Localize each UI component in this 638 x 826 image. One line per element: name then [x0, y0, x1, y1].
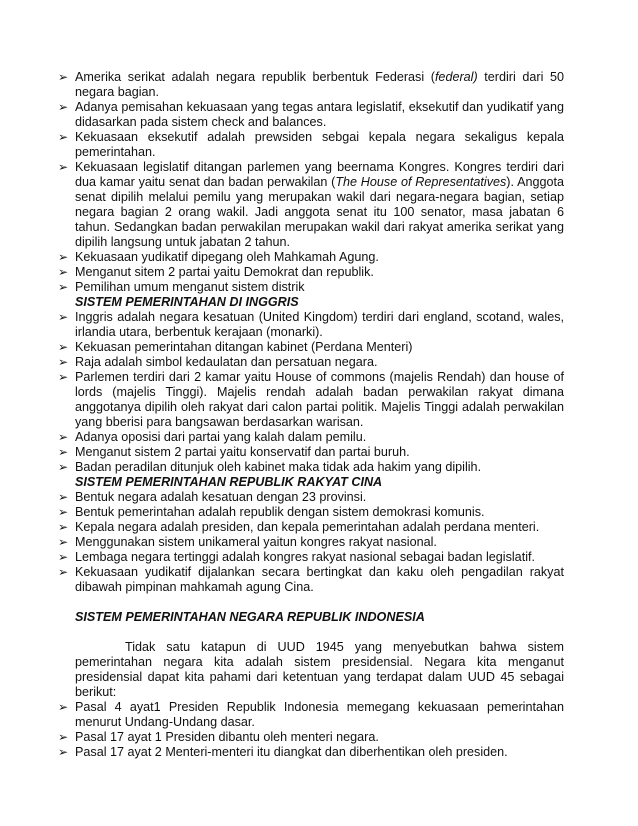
- arrow-bullet-icon: ➢: [58, 340, 69, 354]
- arrow-bullet-icon: ➢: [58, 490, 69, 504]
- arrow-bullet-icon: ➢: [58, 265, 69, 279]
- section-heading-indonesia: SISTEM PEMERINTAHAN NEGARA REPUBLIK INDONESIA: [75, 610, 425, 624]
- bullet-item: ➢ Parlemen terdiri dari 2 kamar yaitu House of commons (majelis Rendah) dan house of lords (majelis Tinggi). Majelis rendah adalah badan perwakilan rakyat dimana anggotanya dipilih oleh rakyat dari calon partai politik. Majelis Tinggi adalah perwakilan yang bberisi para bangsawan berdasarkan warisan.: [58, 370, 564, 429]
- italic-text: federal): [434, 70, 478, 84]
- document-body: [58, 70, 564, 595]
- indonesia-intro-text: Tidak satu katapun di UUD 1945 yang menyebutkan bahwa sistem pemerintahan negara kita adalah sistem presidensial. Negara kita menganut presidensial dapat kita pahami dari ketentuan yang terdapat dalam UUD 45 sebagai berikut:: [75, 640, 564, 699]
- arrow-bullet-icon: ➢: [58, 730, 69, 744]
- bullet-list: [58, 70, 564, 295]
- arrow-bullet-icon: ➢: [58, 700, 69, 714]
- arrow-bullet-icon: ➢: [58, 310, 69, 324]
- bullet-item: ➢ Bentuk negara adalah kesatuan dengan 23 provinsi.: [58, 490, 367, 504]
- arrow-bullet-icon: ➢: [58, 550, 69, 564]
- arrow-bullet-icon: ➢: [58, 70, 69, 84]
- arrow-bullet-icon: ➢: [58, 355, 69, 369]
- arrow-bullet-icon: ➢: [58, 280, 69, 294]
- bullet-item: ➢ Pasal 17 ayat 1 Presiden dibantu oleh menteri negara.: [58, 730, 379, 744]
- bullet-item: ➢ Pasal 17 ayat 2 Menteri-menteri itu diangkat dan diberhentikan oleh presiden.: [58, 745, 508, 759]
- arrow-bullet-icon: ➢: [58, 100, 69, 114]
- bullet-item: ➢ Kepala negara adalah presiden, dan kepala pemerintahan adalah perdana menteri.: [58, 520, 540, 534]
- section-heading: SISTEM PEMERINTAHAN DI INGGRIS: [75, 295, 299, 309]
- bullet-item: ➢ Inggris adalah negara kesatuan (United Kingdom) terdiri dari england, scotand, wales, irlandia utara, berbentuk kerajaan (monarki).: [58, 310, 564, 339]
- arrow-bullet-icon: ➢: [58, 505, 69, 519]
- bullet-item: ➢ Menganut sistem 2 partai yaitu konservatif dan partai buruh.: [58, 445, 410, 459]
- bullet-list: [58, 310, 564, 475]
- bullet-item: ➢ Kekuasaan eksekutif adalah prewsiden sebgai kepala negara sekaligus kepala pemerintahan.: [58, 130, 564, 159]
- bullet-list: [58, 490, 564, 595]
- section-heading: SISTEM PEMERINTAHAN REPUBLIK RAKYAT CINA: [75, 475, 383, 489]
- bullet-item: ➢ Pemilihan umum menganut sistem distrik: [58, 280, 305, 294]
- arrow-bullet-icon: ➢: [58, 520, 69, 534]
- italic-text: The House of Representatives: [335, 175, 507, 189]
- indonesia-bullet-list: [58, 700, 564, 760]
- bullet-item: ➢ Adanya pemisahan kekuasaan yang tegas antara legislatif, eksekutif dan yudikatif yang didasarkan pada sistem check and balances.: [58, 100, 564, 129]
- arrow-bullet-icon: ➢: [58, 745, 69, 759]
- arrow-bullet-icon: ➢: [58, 430, 69, 444]
- bullet-item: ➢ Kekuasaan legislatif ditangan parlemen yang beernama Kongres. Kongres terdiri dari dua kamar yaitu senat dan badan perwakilan (The House of Representatives). Anggota senat dipilih melalui pemilu yang merupakan wakil dari negara-negara bagian, setiap negara bagian 2 orang wakil. Jadi anggota senat itu 100 senator, masa jabatan 6 tahun. Sedangkan badan perwakilan merupakan wakil dari rakyat amerika serikat yang dipilih langsung untuk jabatan 2 tahun.: [58, 160, 564, 249]
- arrow-bullet-icon: ➢: [58, 460, 69, 474]
- arrow-bullet-icon: ➢: [58, 445, 69, 459]
- bullet-item: ➢ Kekuasaan yudikatif dipegang oleh Mahkamah Agung.: [58, 250, 379, 264]
- bullet-item: ➢ Menganut sitem 2 partai yaitu Demokrat dan republik.: [58, 265, 374, 279]
- bullet-item: ➢ Raja adalah simbol kedaulatan dan persatuan negara.: [58, 355, 378, 369]
- arrow-bullet-icon: ➢: [58, 565, 69, 579]
- bullet-item: ➢ Badan peradilan ditunjuk oleh kabinet maka tidak ada hakim yang dipilih.: [58, 460, 482, 474]
- bullet-item: ➢ Adanya oposisi dari partai yang kalah dalam pemilu.: [58, 430, 367, 444]
- bullet-item: ➢ Bentuk pemerintahan adalah republik dengan sistem demokrasi komunis.: [58, 505, 485, 519]
- arrow-bullet-icon: ➢: [58, 160, 69, 174]
- indonesia-intro-paragraph: [58, 640, 564, 700]
- bullet-item: ➢ Kekuasaan yudikatif dijalankan secara bertingkat dan kaku oleh pengadilan rakyat dibawah pimpinan mahkamah agung Cina.: [58, 565, 564, 594]
- arrow-bullet-icon: ➢: [58, 250, 69, 264]
- arrow-bullet-icon: ➢: [58, 370, 69, 384]
- bullet-item: ➢ Pasal 4 ayat1 Presiden Republik Indonesia memegang kekuasaan pemerintahan menurut Undang-Undang dasar.: [58, 700, 564, 729]
- arrow-bullet-icon: ➢: [58, 130, 69, 144]
- bullet-item: ➢ Amerika serikat adalah negara republik berbentuk Federasi (federal) terdiri dari 50 negara bagian.: [58, 70, 564, 99]
- bullet-item: ➢ Menggunakan sistem unikameral yaitun kongres rakyat nasional.: [58, 535, 437, 549]
- arrow-bullet-icon: ➢: [58, 535, 69, 549]
- bullet-item: ➢ Kekuasan pemerintahan ditangan kabinet (Perdana Menteri): [58, 340, 413, 354]
- bullet-item: ➢ Lembaga negara tertinggi adalah kongres rakyat nasional sebagai badan legislatif.: [58, 550, 535, 564]
